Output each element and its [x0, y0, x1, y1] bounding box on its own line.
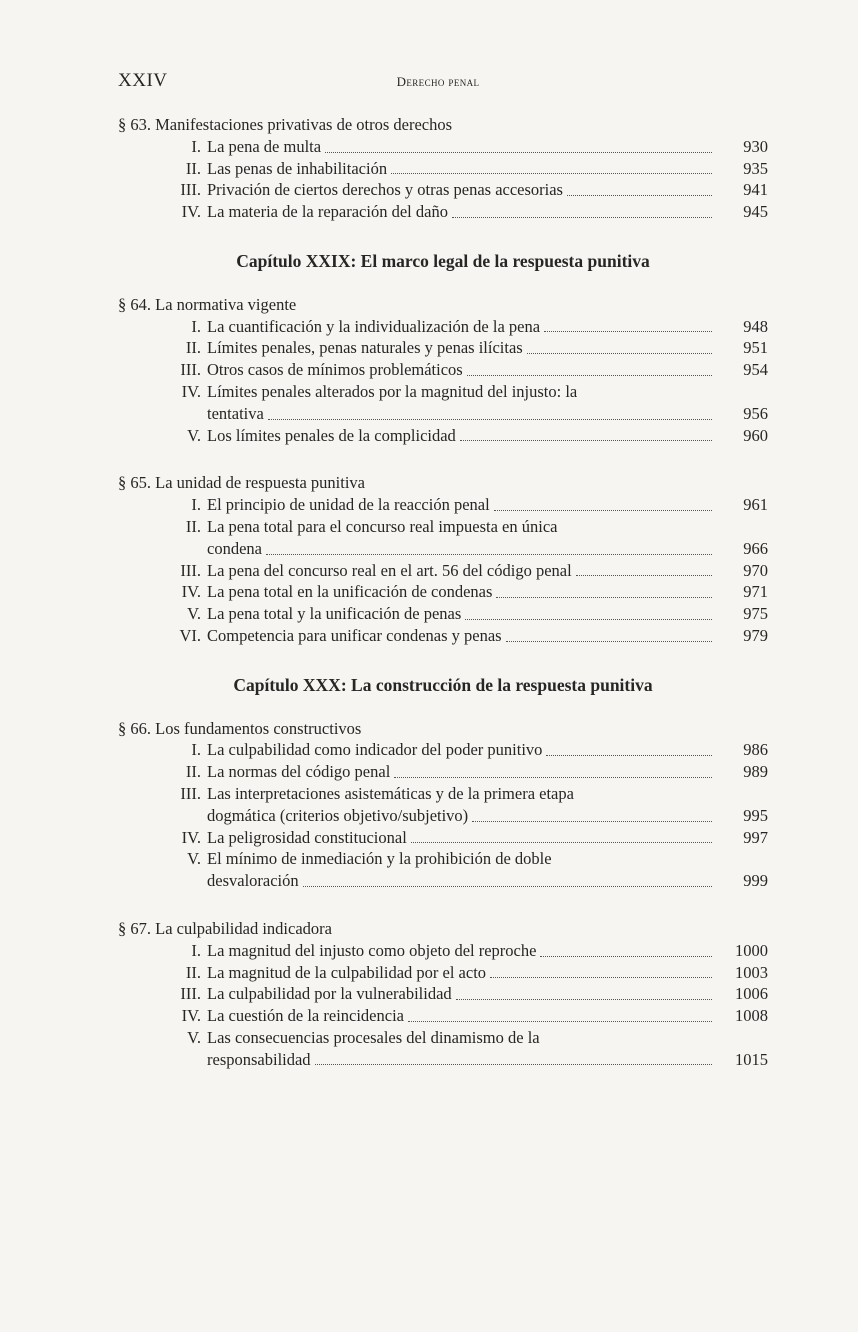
dot-leader	[465, 619, 712, 620]
entry-title-continued: responsabilidad	[207, 1049, 311, 1069]
entry-title: La peligrosidad constitucional	[207, 827, 407, 847]
dot-leader	[408, 1021, 712, 1022]
entry-title: Las interpretaciones asistemáticas y de la primera etapa	[207, 783, 574, 803]
toc-entry[interactable]	[118, 983, 768, 1005]
toc-entry[interactable]	[118, 516, 768, 560]
entry-number: IV.	[181, 827, 201, 847]
chapter-title-30: Capítulo XXX: La construcción de la respuesta punitiva	[233, 674, 653, 695]
dot-leader	[496, 597, 712, 598]
entry-title: La pena total para el concurso real impuesta en única	[207, 516, 558, 536]
entry-page: 961	[743, 495, 768, 515]
dot-leader	[472, 821, 712, 822]
entry-page: 999	[743, 871, 768, 891]
entry-number: IV.	[181, 1006, 201, 1026]
toc-entry[interactable]	[118, 337, 768, 359]
entry-number: VI.	[179, 625, 201, 645]
entry-title: La materia de la reparación del daño	[207, 202, 448, 222]
entry-page: 1003	[735, 962, 768, 982]
entry-number: I.	[191, 495, 201, 515]
toc-entry[interactable]	[118, 201, 768, 223]
entry-title: Límites penales, penas naturales y penas ilícitas	[207, 338, 523, 358]
entry-page: 941	[743, 180, 768, 200]
entry-title: Privación de ciertos derechos y otras penas accesorias	[207, 180, 563, 200]
entry-title: La pena de multa	[207, 136, 322, 156]
toc-entry[interactable]	[118, 359, 768, 381]
entry-page: 1000	[735, 940, 768, 960]
dot-leader	[506, 641, 712, 642]
toc-entry[interactable]	[118, 1027, 768, 1071]
dot-leader	[527, 353, 712, 354]
page-number: XXIV	[118, 70, 168, 91]
entry-number: III.	[180, 360, 201, 380]
toc-entry[interactable]	[118, 560, 768, 582]
entry-page: 971	[743, 582, 768, 602]
entry-number: II.	[185, 338, 201, 358]
entry-title-continued: dogmática (criterios objetivo/subjetivo)	[207, 805, 469, 825]
entry-page: 966	[743, 538, 768, 558]
entry-title: La pena total en la unificación de condenas	[207, 582, 493, 602]
entry-page: 948	[743, 316, 768, 336]
dot-leader	[325, 152, 712, 153]
toc-entry[interactable]	[118, 179, 768, 201]
toc-entry[interactable]	[118, 761, 768, 783]
entry-page: 956	[743, 403, 768, 423]
entry-page: 989	[743, 762, 768, 782]
entry-number: IV.	[181, 582, 201, 602]
entry-title-continued: condena	[207, 538, 262, 558]
entry-title: La culpabilidad como indicador del poder punitivo	[207, 740, 543, 760]
section-title-67: § 67. La culpabilidad indicadora	[118, 918, 332, 938]
dot-leader	[494, 510, 712, 511]
dot-leader	[452, 217, 712, 218]
dot-leader	[460, 440, 712, 441]
toc-entry[interactable]	[118, 316, 768, 338]
dot-leader	[467, 375, 712, 376]
toc-entry[interactable]	[118, 158, 768, 180]
table-of-contents	[118, 114, 768, 1070]
entry-title: Las consecuencias procesales del dinamismo de la	[207, 1027, 540, 1047]
toc-entry[interactable]	[118, 603, 768, 625]
entry-page: 979	[743, 625, 768, 645]
entry-page: 930	[743, 136, 768, 156]
entry-page: 960	[743, 425, 768, 445]
dot-leader	[315, 1064, 712, 1065]
dot-leader	[394, 777, 712, 778]
entry-title: La pena del concurso real en el art. 56 del código penal	[207, 560, 572, 580]
entry-title: La pena total y la unificación de penas	[207, 604, 462, 624]
entry-number: I.	[191, 316, 201, 336]
section-title-64: § 64. La normativa vigente	[118, 294, 297, 314]
dot-leader	[546, 755, 712, 756]
entry-number: II.	[185, 762, 201, 782]
toc-entry[interactable]	[118, 739, 768, 761]
entry-page: 1006	[735, 984, 768, 1004]
toc-entry[interactable]	[118, 381, 768, 425]
toc-entry[interactable]	[118, 940, 768, 962]
entry-title: La normas del código penal	[207, 762, 391, 782]
dot-leader	[266, 554, 712, 555]
entry-title: Límites penales alterados por la magnitud del injusto: la	[207, 381, 578, 401]
entry-page: 1015	[735, 1049, 768, 1069]
entry-number: III.	[180, 560, 201, 580]
dot-leader	[411, 842, 712, 843]
toc-entry[interactable]	[118, 581, 768, 603]
entry-number: V.	[187, 425, 201, 445]
entry-title: Competencia para unificar condenas y penas	[207, 625, 502, 645]
entry-number: III.	[180, 984, 201, 1004]
chapter-title-29: Capítulo XXIX: El marco legal de la respuesta punitiva	[236, 250, 650, 271]
dot-leader	[490, 977, 712, 978]
entry-number: I.	[191, 740, 201, 760]
entry-number: II.	[185, 158, 201, 178]
toc-entry[interactable]	[118, 827, 768, 849]
entry-title: La culpabilidad por la vulnerabilidad	[207, 984, 452, 1004]
page-header	[118, 70, 758, 92]
dot-leader	[268, 419, 712, 420]
entry-page: 997	[743, 827, 768, 847]
entry-page: 970	[743, 560, 768, 580]
entry-number: V.	[187, 849, 201, 869]
entry-title: El mínimo de inmediación y la prohibición de doble	[207, 849, 552, 869]
section-title-66: § 66. Los fundamentos constructivos	[118, 718, 362, 738]
entry-title-continued: desvaloración	[207, 871, 299, 891]
entry-page: 951	[743, 338, 768, 358]
dot-leader	[544, 331, 712, 332]
entry-title-continued: tentativa	[207, 403, 264, 423]
entry-page: 954	[743, 360, 768, 380]
dot-leader	[576, 575, 712, 576]
dot-leader	[456, 999, 712, 1000]
dot-leader	[391, 173, 712, 174]
toc-entry[interactable]	[118, 425, 768, 447]
entry-page: 975	[743, 604, 768, 624]
toc-entry[interactable]	[118, 494, 768, 516]
entry-number: II.	[185, 962, 201, 982]
entry-page: 935	[743, 158, 768, 178]
entry-number: II.	[185, 516, 201, 536]
entry-number: III.	[180, 783, 201, 803]
dot-leader	[567, 195, 712, 196]
entry-page: 945	[743, 202, 768, 222]
entry-title: Otros casos de mínimos problemáticos	[207, 360, 463, 380]
entry-number: IV.	[181, 202, 201, 222]
entry-page: 995	[743, 805, 768, 825]
toc-entry[interactable]	[118, 783, 768, 827]
toc-entry[interactable]	[118, 136, 768, 158]
entry-title: La magnitud del injusto como objeto del reproche	[207, 940, 537, 960]
toc-entry[interactable]	[118, 1005, 768, 1027]
entry-title: El principio de unidad de la reacción penal	[207, 495, 490, 515]
entry-number: I.	[191, 940, 201, 960]
toc-entry[interactable]	[118, 962, 768, 984]
toc-entry[interactable]	[118, 625, 768, 647]
entry-title: La cuantificación y la individualización de la pena	[207, 316, 541, 336]
entry-page: 1008	[735, 1006, 768, 1026]
entry-number: III.	[180, 180, 201, 200]
running-title: Derecho penal	[396, 74, 480, 89]
section-title-63: § 63. Manifestaciones privativas de otros derechos	[118, 115, 453, 134]
entry-number: V.	[187, 1027, 201, 1047]
dot-leader	[303, 886, 712, 887]
entry-title: La magnitud de la culpabilidad por el acto	[207, 962, 487, 982]
entry-title: La cuestión de la reincidencia	[207, 1006, 404, 1026]
entry-title: Las penas de inhabilitación	[207, 158, 388, 178]
toc-entry[interactable]	[118, 848, 768, 892]
section-title-65: § 65. La unidad de respuesta punitiva	[118, 473, 365, 493]
entry-number: V.	[187, 604, 201, 624]
entry-title: Los límites penales de la complicidad	[207, 425, 456, 445]
entry-page: 986	[743, 740, 768, 760]
entry-number: I.	[191, 136, 201, 156]
entry-number: IV.	[181, 381, 201, 401]
dot-leader	[540, 956, 712, 957]
